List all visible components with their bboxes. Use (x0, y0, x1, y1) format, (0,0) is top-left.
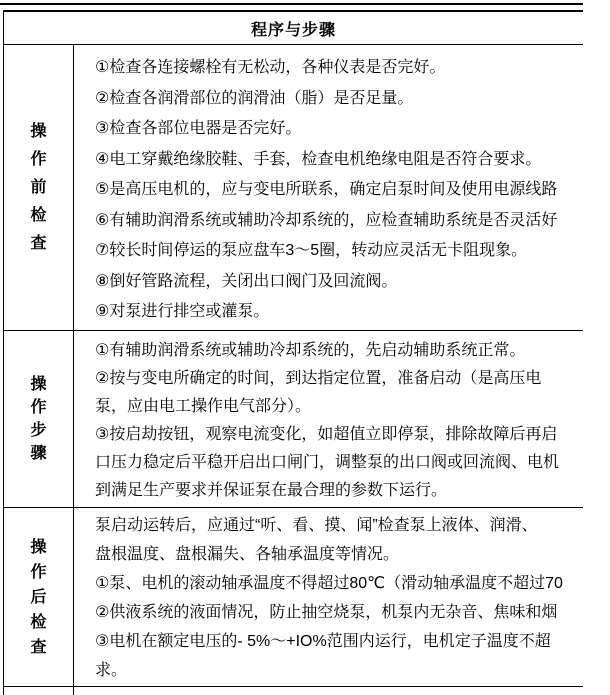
procedure-line: ⑤是高压电机的，应与变电所联系，确定启泵时间及使用电源线路 (95, 181, 558, 198)
table-header-row (4, 10, 583, 45)
clipped-row-bottom-border (0, 3, 583, 5)
row-label-cell (4, 45, 74, 330)
procedure-table (3, 10, 583, 695)
table-row-pre-operation-check (4, 45, 583, 331)
procedure-line: ⑦较长时间停运的泵应盘车3～5圈，转动应灵活无卡阻现象。 (95, 242, 528, 259)
row-content-cell (74, 687, 583, 695)
row-label-post-operation-check: 操作后检查 (30, 538, 47, 656)
procedure-line: ①检查各连接螺栓有无松动，各种仪表是否完好。 (95, 59, 446, 76)
procedure-line: 盘根温度、盘根漏失、各轴承温度等情况。 (95, 546, 400, 563)
row-label-cell (4, 687, 74, 695)
table-title: 程序与步骤 (250, 21, 336, 39)
procedure-line: 口压力稳定后平稳开启出口闸门，调整泵的出口阀或回流阀、电机 (95, 454, 560, 471)
row-content-cell (74, 331, 583, 507)
row-label-cell (4, 331, 74, 507)
row-label-pre-operation-check: 操作前检查 (30, 122, 47, 252)
procedure-line: ⑥有辅助润滑系统或辅助冷却系统的，应检查辅助系统是否灵活好 (95, 211, 558, 229)
table-row-post-operation-check (4, 508, 583, 687)
procedure-line: ①泵、电机的滚动轴承温度不得超过80℃（滑动轴承温度不超过70 (95, 575, 563, 592)
procedure-line: ③电机在额定电压的- 5%～+IO%范围内运行，电机定子温度不超 (95, 633, 551, 650)
procedure-line: ②检查各润滑部位的润滑油（脂）是否足量。 (95, 89, 414, 107)
procedure-line: ④电工穿戴绝缘胶鞋、手套，检查电机绝缘电阻是否符合要求。 (95, 150, 542, 168)
table-row-clipped-next (4, 687, 583, 695)
row-content-cell (74, 508, 583, 686)
procedure-line: ①有辅助润滑系统或辅助冷却系统的，先启动辅助系统正常。 (95, 342, 526, 359)
row-content-cell (74, 45, 583, 330)
procedure-line: 到满足生产要求并保证泵在最合理的参数下运行。 (95, 482, 448, 499)
procedure-line: ③按启劫按钮，观察电流变化，如超值立即停泵，排除故障后再启 (95, 426, 558, 443)
procedure-line: ②按与变电所确定的时间，到达指定位置，准备启动（是高压电 (95, 370, 542, 387)
procedure-line: ⑨对泵进行排空或灌泵。 (95, 303, 270, 320)
row-label-operation-steps: 操作步骤 (30, 376, 47, 462)
procedure-line: 泵，应由电工操作电气部分）。 (95, 398, 312, 415)
procedure-line: ②供液系统的液面情况，防止抽空烧泵，机泵内无杂音、焦味和烟 (95, 604, 558, 621)
procedure-line: 求。 (95, 662, 128, 679)
procedure-line: 泵启动运转后，应通过“听、看、摸、闻”检查泵上液体、润滑、 (95, 517, 538, 534)
table-row-operation-steps (4, 331, 583, 508)
procedure-line: ③检查各部位电器是否完好。 (95, 120, 302, 137)
procedure-line: ⑧倒好管路流程，关闭出口阀门及回流阀。 (95, 272, 398, 290)
row-label-cell (4, 508, 74, 686)
